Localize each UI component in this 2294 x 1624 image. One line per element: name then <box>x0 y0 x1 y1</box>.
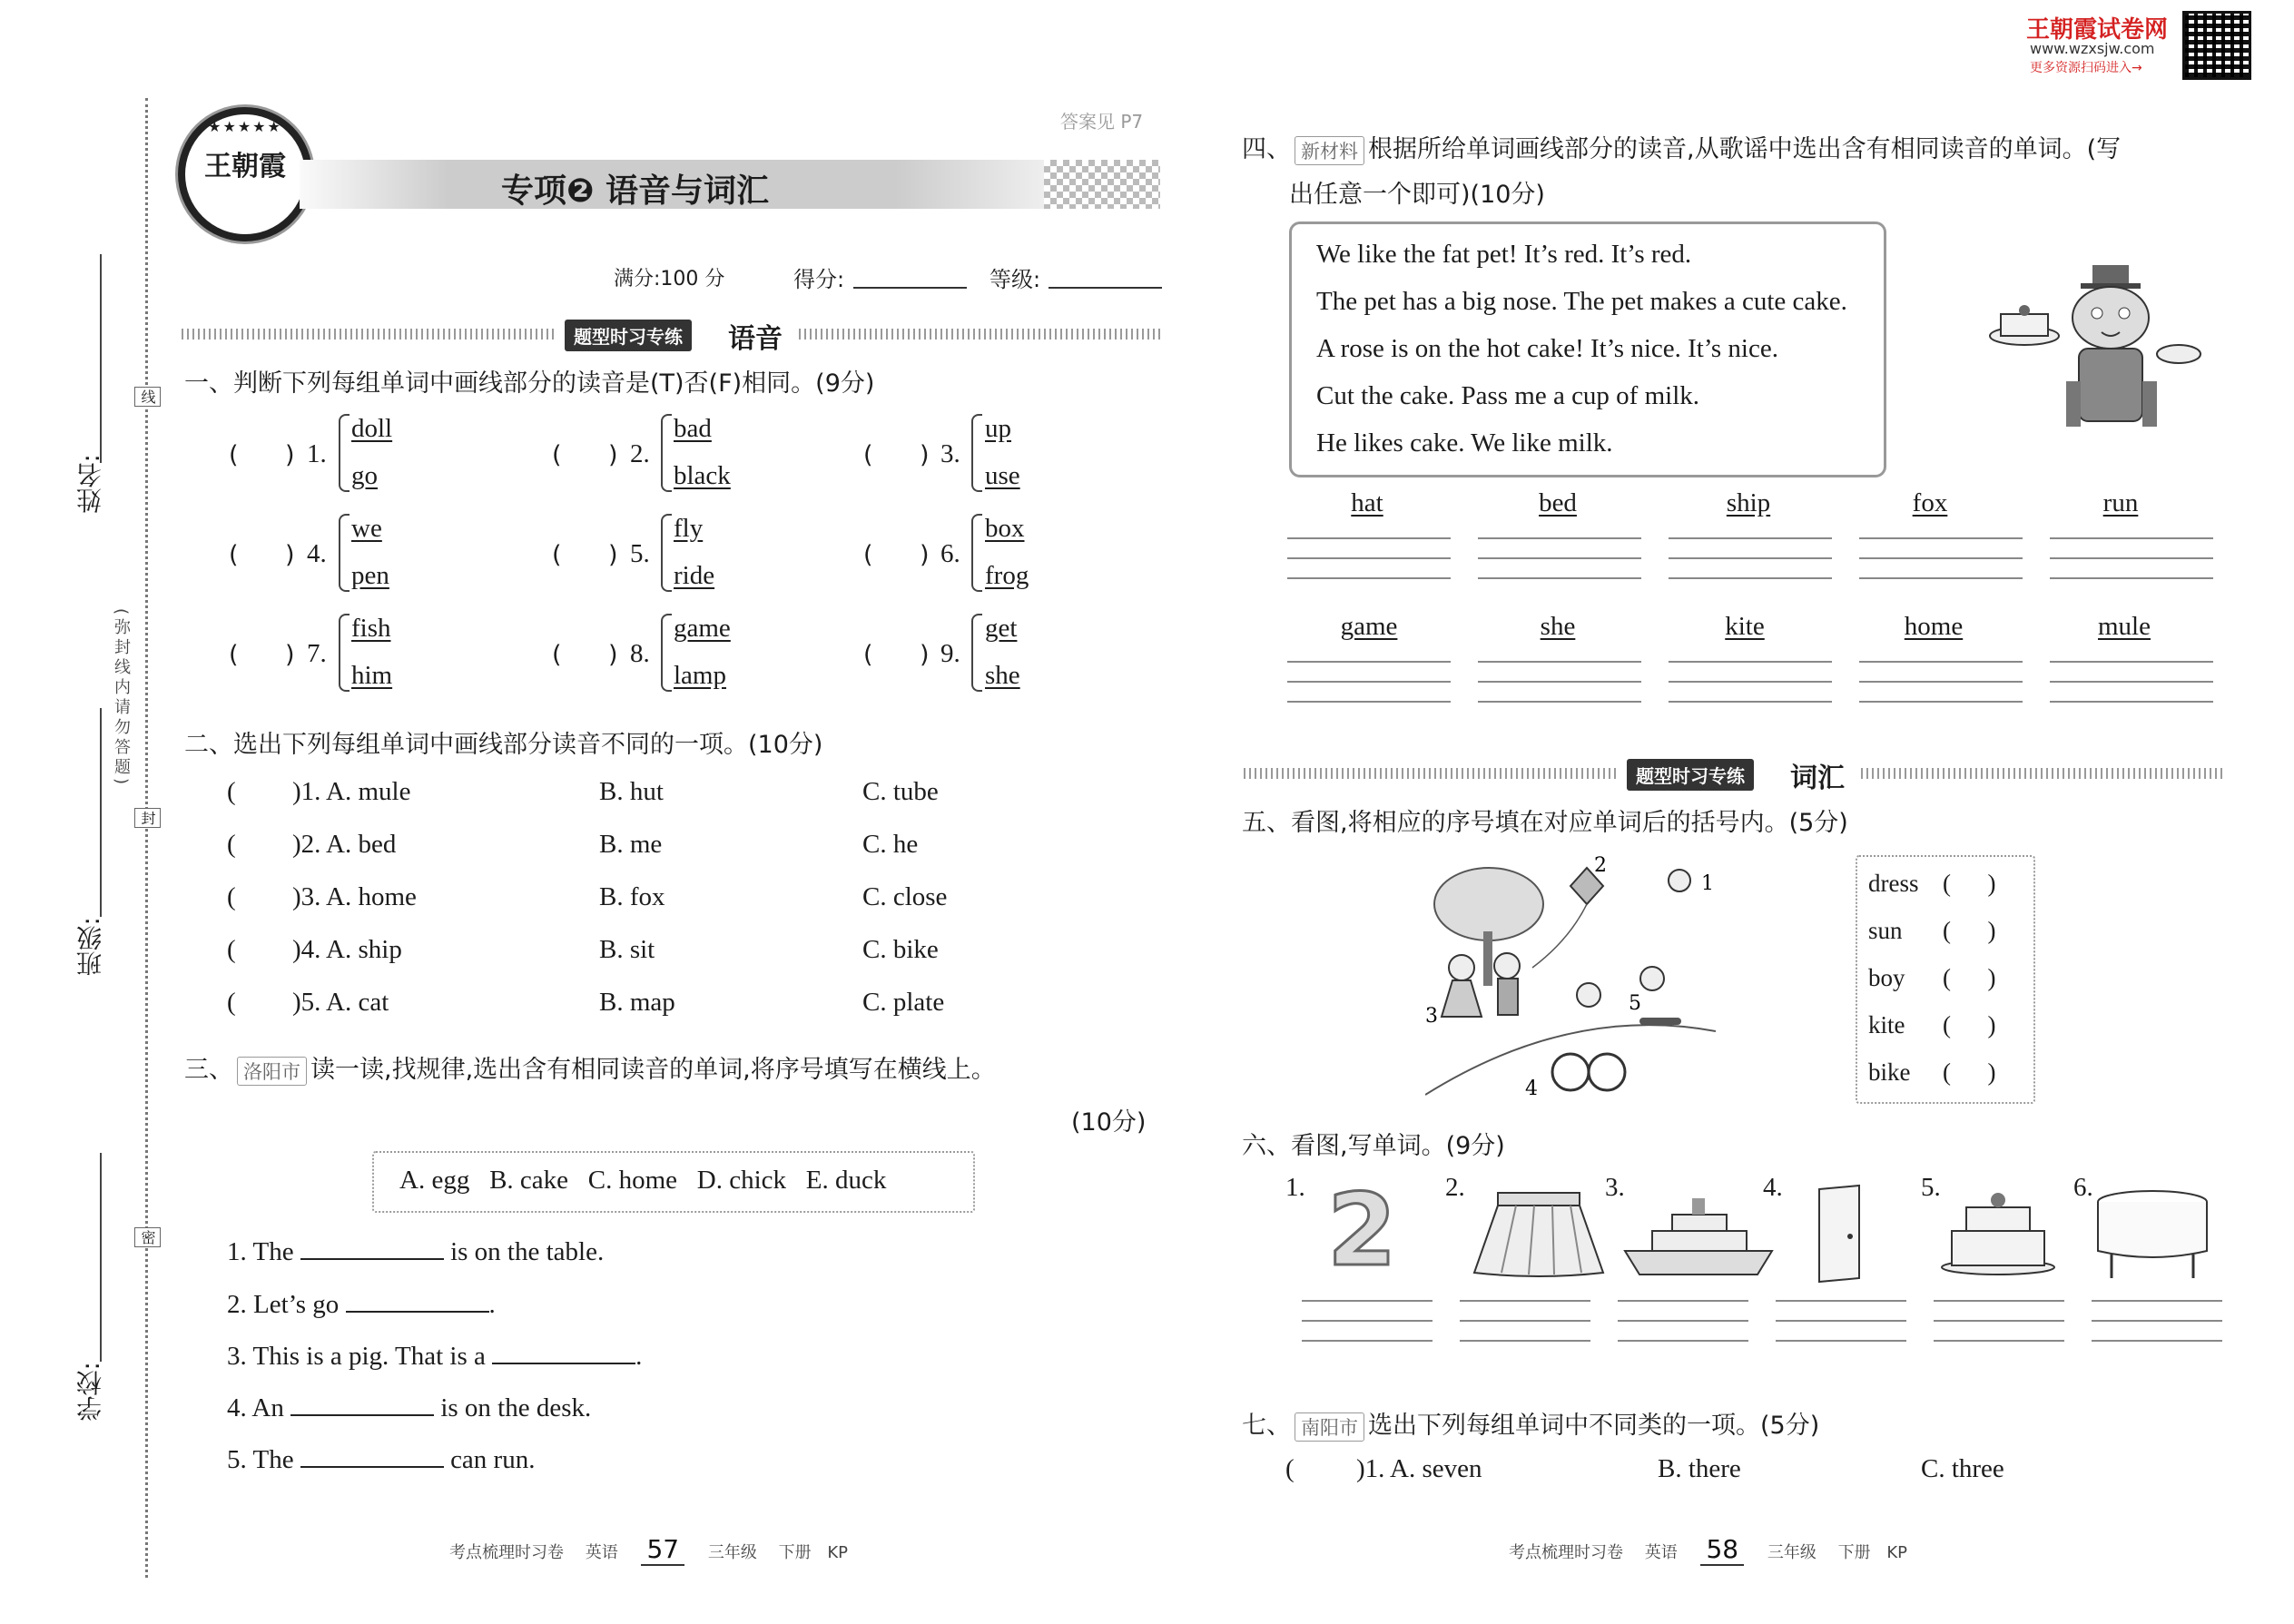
q2-option-a: )2. A. bed <box>292 830 397 859</box>
q1-word: bad <box>674 414 712 443</box>
q3-sentence-pre: 2. Let’s go <box>227 1290 340 1319</box>
scene-label-4: 4 <box>1525 1078 1538 1100</box>
q2-option-c: C. close <box>862 882 948 911</box>
scene-label-2: 2 <box>1594 854 1607 877</box>
q4-word-text: hat <box>1351 488 1383 517</box>
q7-option-a: )1. A. seven <box>1356 1454 1482 1483</box>
q1-item-no: 7. <box>307 639 327 668</box>
q1-word: get <box>985 614 1018 643</box>
q3-sentence-pre: 5. The <box>227 1445 294 1474</box>
q5-title: 五、看图,将相应的序号填在对应单词后的括号内。(5分) <box>1242 809 1848 837</box>
section-bar-vocab-left <box>1244 768 1616 779</box>
footer-term: 下册 <box>1837 1543 1871 1562</box>
q1-word: box <box>985 514 1025 543</box>
binding-line <box>145 98 148 1578</box>
q1-brace <box>661 514 672 592</box>
section-bar-vocab-right <box>1861 768 2224 779</box>
ship-icon <box>1621 1191 1776 1278</box>
sidebar-seal-note: (弥封线内请勿答题) <box>112 608 131 789</box>
q7-bracket[interactable]: ( <box>1285 1454 1295 1483</box>
sidebar-school-line <box>100 1153 102 1362</box>
q2-option-b: B. fox <box>599 882 665 911</box>
footer-right <box>1509 1534 1907 1564</box>
q6-num: 4. <box>1763 1173 1783 1202</box>
q3-sentence-pre: 4. An <box>227 1393 284 1422</box>
q4-title: 根据所给单词画线部分的读音,从歌谣中选出含有相同读音的单词。(写 <box>1368 135 2122 163</box>
q4-answer-line[interactable] <box>2050 661 2213 703</box>
q1-word: pen <box>351 561 389 590</box>
q3-sentence-2 <box>227 1289 496 1320</box>
q1-word: fly <box>674 514 704 543</box>
q4-answer-line[interactable] <box>1478 661 1641 703</box>
q7-num: 七、 <box>1242 1412 1291 1440</box>
q3-blank-5[interactable] <box>300 1444 444 1468</box>
q3-sentence-4 <box>227 1393 591 1423</box>
q3-sentence-post: can run. <box>450 1445 536 1474</box>
q3-blank-3[interactable] <box>492 1341 635 1364</box>
q4-word-text: kite <box>1725 612 1765 641</box>
q6-answer-line[interactable] <box>1302 1300 1433 1342</box>
sidebar-name-label: 姓名: <box>75 454 105 514</box>
footer-grade: 三年级 <box>707 1543 757 1562</box>
q6-answer-line[interactable] <box>1934 1300 2064 1342</box>
q4-poem-line: He likes cake. We like milk. <box>1316 428 1613 458</box>
logo-seal <box>178 107 312 241</box>
q1-answer-6[interactable]: ( ) <box>863 541 930 569</box>
q5-bracket[interactable]: ( ) <box>1943 1011 1996 1038</box>
sidebar-class-line <box>100 708 102 917</box>
q1-answer-7[interactable]: ( ) <box>229 641 295 669</box>
bike-icon <box>1552 1054 1589 1090</box>
score-label: 得分: <box>793 267 845 292</box>
q4-answer-line[interactable] <box>2050 537 2213 579</box>
q2-option-c: C. plate <box>862 988 945 1017</box>
q4-word-text: game <box>1340 612 1398 641</box>
q6-answer-line[interactable] <box>2092 1300 2222 1342</box>
q1-item-no: 6. <box>940 539 960 568</box>
q4-word <box>1667 488 1830 518</box>
scene-label-1: 1 <box>1701 872 1714 895</box>
q1-item-no: 8. <box>630 639 650 668</box>
q4-poem-line: The pet has a big nose. The pet makes a cute cake. <box>1316 287 1847 316</box>
q4-word-text: fox <box>1912 488 1948 517</box>
footer-left <box>449 1534 848 1564</box>
brand-scan-text: 更多资源扫码进入→ <box>2030 61 2142 75</box>
q2-option-c: C. he <box>862 830 919 859</box>
q1-brace <box>661 414 672 492</box>
q1-word: use <box>985 461 1020 490</box>
q1-brace <box>661 614 672 692</box>
q7-title: 选出下列每组单词中不同类的一项。(5分) <box>1368 1412 1820 1440</box>
sidebar-name-line <box>100 254 102 463</box>
q1-item-no: 4. <box>307 539 327 568</box>
q5-word: boy <box>1868 964 1905 991</box>
sidebar-school-label: 学校: <box>75 1362 105 1422</box>
q2-bracket[interactable]: ( <box>227 777 236 806</box>
q6-answer-line[interactable] <box>1776 1300 1906 1342</box>
q2-bracket[interactable]: ( <box>227 988 236 1017</box>
q1-answer-8[interactable]: ( ) <box>552 641 618 669</box>
q1-word: she <box>985 661 1020 690</box>
q4-word <box>1848 488 2012 518</box>
q1-brace <box>971 614 982 692</box>
q4-poem-line: We like the fat pet! It’s red. It’s red. <box>1316 240 1692 269</box>
q4-title-row <box>1242 129 2121 165</box>
q4-word <box>2043 612 2206 642</box>
footer-subject: 英语 <box>585 1543 618 1562</box>
q3-sentence-post: is on the desk. <box>440 1393 592 1422</box>
q1-word: lamp <box>674 661 726 690</box>
level-input[interactable] <box>1049 287 1162 289</box>
q4-poem-line: A rose is on the hot cake! It’s nice. It’s nice. <box>1316 334 1778 363</box>
q3-title: 读一读,找规律,选出含有相同读音的单词,将序号填写在横线上。 <box>310 1056 996 1084</box>
q3-sentence-5 <box>227 1444 535 1475</box>
sun-icon <box>1669 870 1690 891</box>
answer-ref[interactable]: 答案见 P7 <box>1060 111 1144 133</box>
q1-item-no: 3. <box>940 439 960 468</box>
q2-title: 二、选出下列每组单词中画线部分读音不同的一项。(10分) <box>184 731 823 759</box>
q4-word-text: home <box>1904 612 1964 641</box>
section-bar-left <box>182 329 554 340</box>
q4-word <box>1285 488 1449 518</box>
q2-option-b: B. hut <box>599 777 664 806</box>
q2-option-b: B. sit <box>599 935 655 964</box>
q1-answer-1[interactable]: ( ) <box>229 441 295 469</box>
q4-answer-line[interactable] <box>1287 661 1451 703</box>
sidebar-mark-line: 线 <box>134 387 161 407</box>
q2-option-a: )1. A. mule <box>292 777 411 806</box>
q3-sentence-post: . <box>635 1342 643 1371</box>
q3-blank-2[interactable] <box>346 1289 489 1313</box>
footer-grade: 三年级 <box>1767 1543 1816 1562</box>
q6-num: 5. <box>1921 1173 1941 1202</box>
level-label: 等级: <box>989 267 1041 292</box>
q3-sentence-post: . <box>488 1290 496 1319</box>
section-title-vocab: 词汇 <box>1790 763 1845 794</box>
skirt-icon <box>1471 1191 1607 1278</box>
footer-subject: 英语 <box>1644 1543 1678 1562</box>
q7-title-row <box>1242 1405 1819 1442</box>
q4-word <box>1476 612 1639 642</box>
q2-option-c: C. tube <box>862 777 939 806</box>
q2-option-b: B. map <box>599 988 675 1017</box>
sidebar-mark-seal: 封 <box>134 808 161 828</box>
q1-brace <box>971 414 982 492</box>
footer-code: KP <box>1886 1543 1907 1562</box>
q1-brace <box>971 514 982 592</box>
q7-option-c: C. three <box>1921 1454 2004 1483</box>
q1-title: 一、判断下列每组单词中画线部分的读音是(T)否(F)相同。(9分) <box>184 369 875 398</box>
star-icon: ★★★★★ <box>208 118 282 135</box>
q2-option-a: )4. A. ship <box>292 935 402 964</box>
q4-word <box>1476 488 1639 518</box>
q3-blank-1[interactable] <box>300 1236 444 1260</box>
q4-word-text: run <box>2102 488 2139 517</box>
q4-answer-line[interactable] <box>1669 661 1832 703</box>
q5-word: dress <box>1868 870 1919 897</box>
q5-word: bike <box>1868 1058 1911 1086</box>
q1-item-no: 5. <box>630 539 650 568</box>
section-badge-vocab: 题型时习专练 <box>1627 759 1754 791</box>
q1-item-no: 2. <box>630 439 650 468</box>
footer-book: 考点梳理时习卷 <box>449 1543 564 1562</box>
q3-sentence-pre: 1. The <box>227 1237 294 1266</box>
top-hat-icon <box>2092 265 2129 285</box>
page-title: 专项❷ 语音与词汇 <box>501 172 770 210</box>
q5-bracket[interactable]: ( ) <box>1943 917 1996 944</box>
q3-sentence-post: is on the table. <box>450 1237 605 1266</box>
brand-name: 王朝霞试卷网 <box>2026 16 2169 44</box>
logo-text: 王朝霞 <box>204 151 286 182</box>
q6-answer-line[interactable] <box>1460 1300 1590 1342</box>
q5-bracket[interactable]: ( ) <box>1943 1058 1996 1086</box>
q2-option-a: )5. A. cat <box>292 988 389 1017</box>
q1-word: ride <box>674 561 715 590</box>
footer-book: 考点梳理时习卷 <box>1509 1543 1623 1562</box>
q2-option-b: B. me <box>599 830 663 859</box>
q3-points: (10分) <box>1071 1108 1147 1137</box>
q2-bracket[interactable]: ( <box>227 830 236 859</box>
q6-num: 3. <box>1605 1173 1625 1202</box>
q1-word: fish <box>351 614 391 643</box>
scene-label-3: 3 <box>1425 1005 1438 1028</box>
q2-bracket[interactable]: ( <box>227 882 236 911</box>
q3-blank-4[interactable] <box>290 1393 434 1416</box>
q2-option-c: C. bike <box>862 935 939 964</box>
q6-num: 6. <box>2073 1173 2093 1202</box>
table-icon <box>2093 1187 2211 1282</box>
title-banner-checker <box>1044 160 1160 209</box>
q1-answer-2[interactable]: ( ) <box>552 441 618 469</box>
section-title-phonics: 语音 <box>728 323 783 355</box>
tree-icon <box>1434 868 1543 940</box>
q3-sentence-3 <box>227 1341 642 1372</box>
q5-bracket[interactable]: ( ) <box>1943 870 1996 897</box>
q4-answer-line[interactable] <box>1859 661 2023 703</box>
q5-word: sun <box>1868 917 1903 944</box>
q5-word: kite <box>1868 1011 1905 1038</box>
q3-options: A. egg B. cake C. home D. chick E. duck <box>399 1166 887 1195</box>
q1-word: black <box>674 461 731 490</box>
q4-tag: 新材料 <box>1295 136 1364 165</box>
q4-word <box>1663 612 1826 642</box>
footer-code: KP <box>827 1543 848 1562</box>
q6-num: 2. <box>1445 1173 1465 1202</box>
q4-answer-line[interactable] <box>1669 537 1832 579</box>
boy-icon <box>1494 953 1520 979</box>
q4-word-text: ship <box>1726 488 1771 517</box>
q1-word: frog <box>985 561 1029 590</box>
cake-icon <box>1939 1186 2057 1276</box>
footer-page-number: 58 <box>1700 1534 1744 1566</box>
q2-bracket[interactable]: ( <box>227 935 236 964</box>
q1-answer-4[interactable]: ( ) <box>229 541 295 569</box>
score-input[interactable] <box>853 287 967 289</box>
q1-word: game <box>674 614 731 643</box>
q4-answer-line[interactable] <box>1287 537 1451 579</box>
full-score: 满分:100 分 <box>614 268 725 290</box>
q4-num: 四、 <box>1242 135 1291 163</box>
qr-code-icon[interactable] <box>2182 11 2251 80</box>
q7-region-tag: 南阳市 <box>1295 1412 1364 1442</box>
q6-num: 1. <box>1285 1173 1305 1202</box>
section-badge-phonics: 题型时习专练 <box>565 320 692 351</box>
scene-label-5: 5 <box>1629 992 1641 1015</box>
footer-page-number: 57 <box>641 1534 684 1566</box>
park-scene-illustration <box>1425 850 1716 1102</box>
cat-waiter-illustration <box>1979 263 2215 436</box>
q4-word-text: she <box>1540 612 1576 641</box>
q3-num: 三、 <box>184 1056 233 1084</box>
q1-word: go <box>351 461 378 490</box>
girl-dress-icon <box>1449 955 1474 980</box>
q1-answer-5[interactable]: ( ) <box>552 541 618 569</box>
q4-word-text: bed <box>1539 488 1577 517</box>
q4-answer-line[interactable] <box>1478 537 1641 579</box>
q2-option-a: )3. A. home <box>292 882 417 911</box>
q4-word-text: mule <box>2098 612 2151 641</box>
q4-answer-line[interactable] <box>1859 537 2023 579</box>
q1-item-no: 1. <box>307 439 327 468</box>
q3-title-row <box>184 1049 996 1086</box>
q4-title-cont: 出任意一个即可)(10分) <box>1289 181 1545 209</box>
q1-item-no: 9. <box>940 639 960 668</box>
q4-word <box>1852 612 2015 642</box>
q1-brace <box>339 414 350 492</box>
q1-word: him <box>351 661 393 690</box>
q1-brace <box>339 514 350 592</box>
q7-option-b: B. there <box>1658 1454 1741 1483</box>
q4-word <box>2039 488 2202 518</box>
footer-term: 下册 <box>778 1543 812 1562</box>
q3-sentence-pre: 3. This is a pig. That is a <box>227 1342 486 1371</box>
q4-word <box>1287 612 1451 642</box>
q6-title: 六、看图,写单词。(9分) <box>1242 1132 1505 1160</box>
q1-word: doll <box>351 414 393 443</box>
q1-word: we <box>351 514 382 543</box>
q6-answer-line[interactable] <box>1618 1300 1748 1342</box>
door-icon <box>1814 1184 1868 1284</box>
q1-answer-9[interactable]: ( ) <box>863 641 930 669</box>
q3-sentence-1 <box>227 1236 604 1267</box>
brand-url[interactable]: www.wzxsjw.com <box>2030 40 2155 57</box>
q1-brace <box>339 614 350 692</box>
q5-bracket[interactable]: ( ) <box>1943 964 1996 991</box>
sidebar-class-label: 班级: <box>75 917 105 977</box>
q1-word: up <box>985 414 1011 443</box>
section-bar-right <box>799 329 1162 340</box>
q3-region-tag: 洛阳市 <box>237 1057 307 1086</box>
q4-poem-line: Cut the cake. Pass me a cup of milk. <box>1316 381 1700 410</box>
q1-answer-3[interactable]: ( ) <box>863 441 930 469</box>
sidebar-mark-secret: 密 <box>134 1227 161 1247</box>
cup-icon <box>2157 345 2200 363</box>
number-two-icon: 2 <box>1327 1172 1397 1288</box>
